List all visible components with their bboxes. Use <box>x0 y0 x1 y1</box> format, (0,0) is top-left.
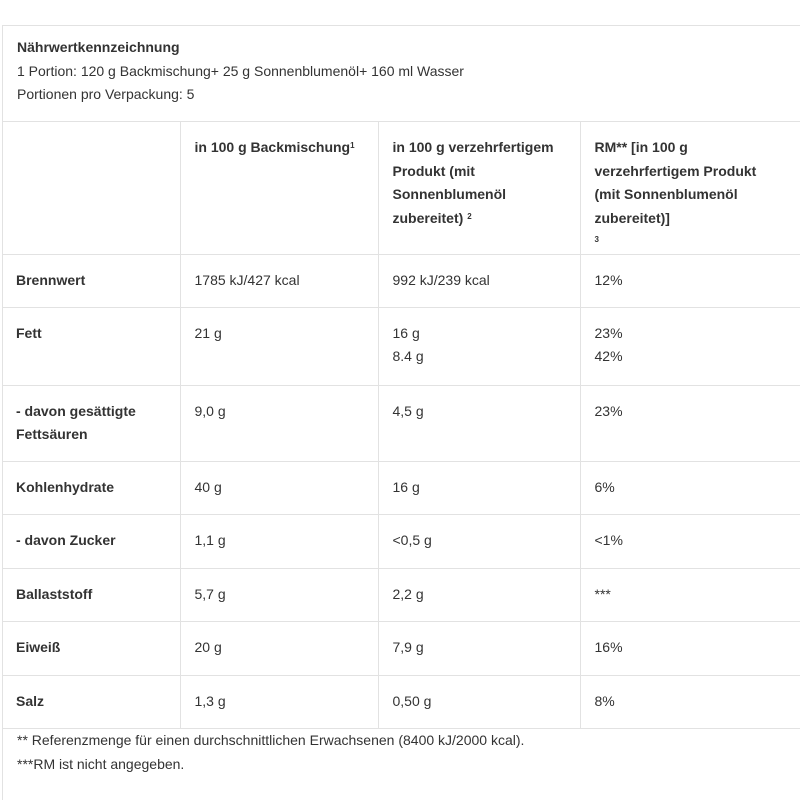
header-cell-verzehrfertig <box>378 122 580 255</box>
table-row <box>2 385 800 461</box>
nutrition-title: Nährwertkennzeichnung <box>17 39 180 55</box>
reference-intake-percent <box>580 514 800 568</box>
footnote-marker: 3 <box>594 235 599 244</box>
portions-per-package: Portionen pro Verpackung: 5 <box>17 86 195 102</box>
cell-value: 20 g <box>194 638 222 655</box>
cell-value: 1,3 g <box>194 692 226 709</box>
cell-value: - davon Zucker <box>16 531 116 548</box>
nutrient-label <box>2 461 180 514</box>
cell-value: 23% <box>594 324 623 341</box>
cell-value: 9,0 g <box>194 402 226 419</box>
value-per-100g-prepared <box>378 514 580 568</box>
portion-info: 1 Portion: 120 g Backmischung+ 25 g Sonnenblumenöl+ 160 ml Wasser <box>17 62 464 79</box>
value-per-100g-mix <box>180 675 378 728</box>
cell-value: 40 g <box>194 478 222 495</box>
reference-intake-percent <box>580 675 800 728</box>
value-per-100g-prepared <box>378 307 580 385</box>
footnote-reference-amount: ** Referenzmenge für einen durchschnittlichen Erwachsenen (8400 kJ/2000 kcal). <box>17 732 525 748</box>
table-row <box>2 307 800 385</box>
cell-value: 12% <box>594 271 623 288</box>
cell-value: - davon gesättigte Fettsäuren <box>16 402 136 442</box>
cell-value: 1,1 g <box>194 531 226 548</box>
value-per-100g-prepared <box>378 621 580 675</box>
cell-value: <1% <box>594 531 623 548</box>
header-cell-empty <box>2 122 180 255</box>
reference-intake-percent <box>580 461 800 514</box>
value-per-100g-mix <box>180 254 378 307</box>
cell-value: 0,50 g <box>392 692 432 709</box>
table-row <box>2 675 800 728</box>
value-per-100g-mix <box>180 568 378 621</box>
cell-value: 992 kJ/239 kcal <box>392 271 490 288</box>
cell-value: 16% <box>594 638 623 655</box>
cell-value: 5,7 g <box>194 585 226 602</box>
cell-value: Kohlenhydrate <box>16 478 115 495</box>
table-row <box>2 254 800 307</box>
nutrition-table <box>2 121 800 729</box>
value-per-100g-prepared <box>378 675 580 728</box>
value-per-100g-prepared <box>378 461 580 514</box>
header-cell-reference <box>580 122 800 255</box>
table-row <box>2 568 800 621</box>
reference-intake-percent <box>580 385 800 461</box>
nutrient-label <box>2 514 180 568</box>
value-per-100g-prepared <box>378 254 580 307</box>
cell-value: 16 g <box>392 324 420 341</box>
cell-value: 6% <box>594 478 615 495</box>
table-row <box>2 621 800 675</box>
value-per-100g-prepared <box>378 568 580 621</box>
cell-value: Fett <box>16 324 42 341</box>
cell-value: 7,9 g <box>392 638 424 655</box>
footnotes <box>17 729 524 776</box>
value-per-100g-mix <box>180 514 378 568</box>
value-per-100g-mix <box>180 307 378 385</box>
value-per-100g-prepared <box>378 385 580 461</box>
cell-value: *** <box>594 585 611 602</box>
header-label: RM** [in 100 g verzehrfertigem Produkt (mit Sonnenblumenöl zubereitet)] <box>594 139 757 226</box>
cell-value: Ballaststoff <box>16 585 93 602</box>
nutrient-label <box>2 254 180 307</box>
cell-value: 8% <box>594 692 615 709</box>
cell-value: Eiweiß <box>16 638 61 655</box>
cell-value: 23% <box>594 402 623 419</box>
table-row <box>2 514 800 568</box>
reference-intake-percent <box>580 568 800 621</box>
table-header-row <box>2 122 800 255</box>
header-cell-backmischung <box>180 122 378 255</box>
cell-value: 42% <box>594 348 623 364</box>
cell-value: Brennwert <box>16 271 86 288</box>
value-per-100g-mix <box>180 385 378 461</box>
reference-intake-percent <box>580 621 800 675</box>
nutrient-label <box>2 385 180 461</box>
reference-intake-percent <box>580 307 800 385</box>
table-row <box>2 461 800 514</box>
cell-value: 1785 kJ/427 kcal <box>194 271 300 288</box>
footnote-marker: 1 <box>350 141 355 150</box>
header-label: in 100 g verzehrfertigem Produkt (mit Sonnenblumenöl zubereitet) <box>392 139 554 226</box>
nutrient-label <box>2 568 180 621</box>
cell-value: 16 g <box>392 478 420 495</box>
cell-value: 8.4 g <box>392 348 424 364</box>
nutrient-label <box>2 675 180 728</box>
value-per-100g-mix <box>180 461 378 514</box>
header-label: in 100 g Backmischung <box>194 139 351 155</box>
cell-value: 21 g <box>194 324 222 341</box>
cell-value: Salz <box>16 692 45 709</box>
footnote-marker: 2 <box>467 211 472 221</box>
nutrient-label <box>2 307 180 385</box>
footnote-rm-not-given: ***RM ist nicht angegeben. <box>17 755 185 772</box>
cell-value: <0,5 g <box>392 531 432 548</box>
reference-intake-percent <box>580 254 800 307</box>
nutrient-label <box>2 621 180 675</box>
value-per-100g-mix <box>180 621 378 675</box>
cell-value: 2,2 g <box>392 585 424 602</box>
cell-value: 4,5 g <box>392 402 424 419</box>
nutrition-header <box>17 36 464 107</box>
